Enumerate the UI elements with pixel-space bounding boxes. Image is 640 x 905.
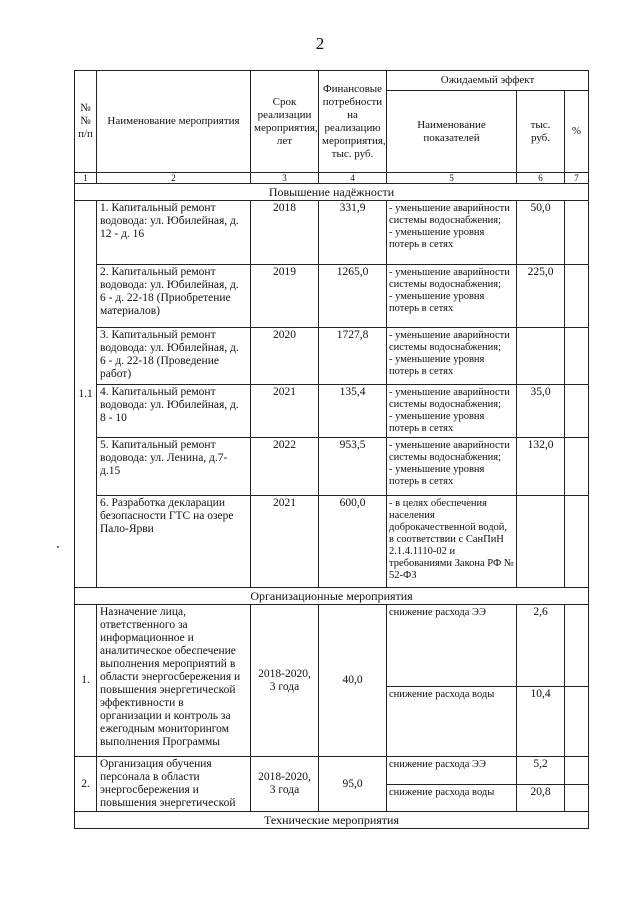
table-row	[75, 438, 589, 496]
measure-thousand: 225,0	[517, 265, 565, 328]
table-row	[75, 328, 589, 385]
org-effect-percent	[565, 687, 589, 757]
table-row	[75, 201, 589, 265]
org-name: Назначение лица, ответственного за информационное и аналитическое обеспечение выполнения мероприятий в области энергосбережения и повышения энергетической эффективности в организации и контроль за ежегодным мониторингом выполнения Программы	[97, 605, 251, 757]
org-effect-percent	[565, 605, 589, 687]
measure-year: 2018	[251, 201, 319, 265]
measure-cost: 600,0	[319, 496, 387, 588]
group-number: 1.1	[75, 201, 97, 588]
org-effect-percent	[565, 757, 589, 785]
header-finance: Финансовые потребности на реализацию мероприятия, тыс. руб.	[319, 71, 387, 173]
section-reliability: Повышение надёжности	[75, 184, 589, 201]
org-effect-value: 5,2	[517, 757, 565, 785]
measure-cost: 1265,0	[319, 265, 387, 328]
measure-name: 4. Капитальный ремонт водовода: ул. Юбилейная, д. 8 - 10	[97, 385, 251, 438]
measure-year: 2022	[251, 438, 319, 496]
header-name: Наименование мероприятия	[97, 71, 251, 173]
org-effect-value: 10,4	[517, 687, 565, 757]
org-number: 1.	[75, 605, 97, 757]
measure-name: 5. Капитальный ремонт водовода: ул. Ленина, д.7-д.15	[97, 438, 251, 496]
column-numbers-row	[75, 173, 589, 184]
measures-table	[74, 70, 589, 829]
measure-thousand: 132,0	[517, 438, 565, 496]
org-cost: 40,0	[319, 605, 387, 757]
measure-percent	[565, 385, 589, 438]
measure-year: 2019	[251, 265, 319, 328]
header-num: № № п/п	[75, 71, 97, 173]
measure-thousand: 35,0	[517, 385, 565, 438]
measure-cost: 331,9	[319, 201, 387, 265]
col-number: 3	[251, 173, 319, 184]
table-row	[75, 757, 589, 785]
header-term: Срок реализации мероприятия, лет	[251, 71, 319, 173]
header-thousand: тыс. руб.	[517, 91, 565, 173]
measure-percent	[565, 328, 589, 385]
measure-effect: - уменьшение аварийности системы водоснабжения; - уменьшение уровня потерь в сетях	[387, 328, 517, 385]
header-indicator: Наименование показателей	[387, 91, 517, 173]
measure-effect: - уменьшение аварийности системы водоснабжения; - уменьшение уровня потерь в сетях	[387, 385, 517, 438]
measure-year: 2021	[251, 496, 319, 588]
org-effect-label: снижение расхода ЭЭ	[387, 605, 517, 687]
col-number: 2	[97, 173, 251, 184]
org-cost: 95,0	[319, 757, 387, 812]
section-organizational: Организационные мероприятия	[75, 588, 589, 605]
col-number: 5	[387, 173, 517, 184]
col-number: 1	[75, 173, 97, 184]
measure-effect: - уменьшение аварийности системы водоснабжения; - уменьшение уровня потерь в сетях	[387, 201, 517, 265]
measure-percent	[565, 201, 589, 265]
table-row	[75, 496, 589, 588]
org-effect-percent	[565, 784, 589, 812]
measure-name: 3. Капитальный ремонт водовода: ул. Юбилейная, д. 6 - д. 22-18 (Проведение работ)	[97, 328, 251, 385]
measure-name: 6. Разработка декларации безопасности ГТС на озере Пало-Ярви	[97, 496, 251, 588]
org-name: Организация обучения персонала в области энергосбережения и повышения энергетической	[97, 757, 251, 812]
header-effect: Ожидаемый эффект	[387, 71, 589, 91]
table-row	[75, 265, 589, 328]
measure-name: 2. Капитальный ремонт водовода: ул. Юбилейная, д. 6 - д. 22-18 (Приобретение материалов)	[97, 265, 251, 328]
measure-percent	[565, 496, 589, 588]
measure-percent	[565, 438, 589, 496]
col-number: 6	[517, 173, 565, 184]
measure-percent	[565, 265, 589, 328]
org-effect-value: 2,6	[517, 605, 565, 687]
measure-effect: - уменьшение аварийности системы водоснабжения; - уменьшение уровня потерь в сетях	[387, 265, 517, 328]
measure-effect: - в целях обеспечения населения доброкачественной водой, в соответствии с СанПиН 2.1.4.1110-02 и требованиями Закона РФ № 52-ФЗ	[387, 496, 517, 588]
page-number: 2	[315, 34, 325, 53]
org-effect-label: снижение расхода воды	[387, 687, 517, 757]
header-percent: %	[565, 91, 589, 173]
measure-name: 1. Капитальный ремонт водовода: ул. Юбилейная, д. 12 - д. 16	[97, 201, 251, 265]
measure-cost: 953,5	[319, 438, 387, 496]
org-term: 2018-2020, 3 года	[251, 605, 319, 757]
col-number: 4	[319, 173, 387, 184]
org-effect-label: снижение расхода ЭЭ	[387, 757, 517, 785]
measure-thousand	[517, 496, 565, 588]
measure-thousand: 50,0	[517, 201, 565, 265]
org-effect-value: 20,8	[517, 784, 565, 812]
section-technical: Технические мероприятия	[75, 812, 589, 829]
table-row	[75, 385, 589, 438]
measure-thousand	[517, 328, 565, 385]
measure-year: 2021	[251, 385, 319, 438]
measure-cost: 135,4	[319, 385, 387, 438]
measure-effect: - уменьшение аварийности системы водоснабжения; - уменьшение уровня потерь в сетях	[387, 438, 517, 496]
measure-year: 2020	[251, 328, 319, 385]
org-effect-label: снижение расхода воды	[387, 784, 517, 812]
org-term: 2018-2020, 3 года	[251, 757, 319, 812]
measure-cost: 1727,8	[319, 328, 387, 385]
scan-speck	[57, 546, 59, 548]
col-number: 7	[565, 173, 589, 184]
org-number: 2.	[75, 757, 97, 812]
table-row	[75, 605, 589, 687]
